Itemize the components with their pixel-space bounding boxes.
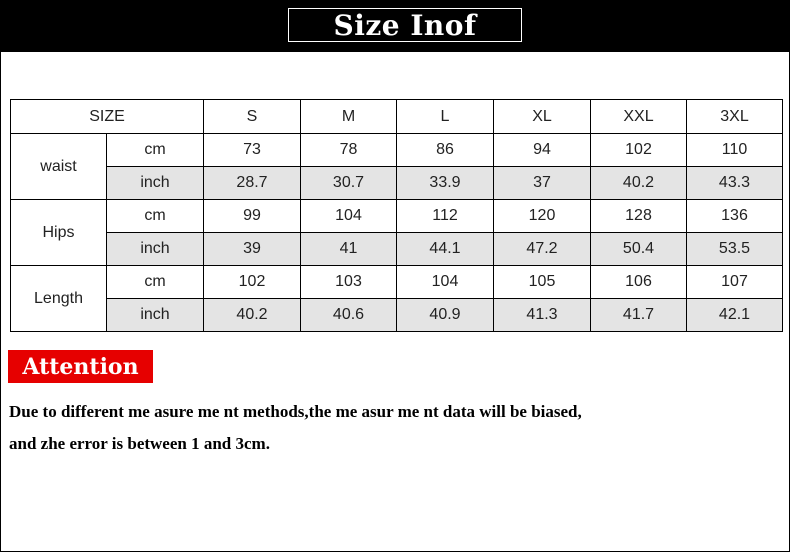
size-corner-cell: SIZE [11, 100, 204, 134]
value-cell: 73 [204, 134, 301, 167]
table-row [11, 266, 783, 299]
value-cell: 44.1 [397, 233, 494, 266]
header-title-box [288, 8, 522, 42]
value-cell: 102 [204, 266, 301, 299]
size-header-cell: 3XL [687, 100, 783, 134]
attention-note-line-2: and zhe error is between 1 and 3cm. [9, 434, 270, 453]
table-row [11, 233, 783, 266]
table-row [11, 200, 783, 233]
table-row [11, 167, 783, 200]
size-header-cell: M [301, 100, 397, 134]
value-cell: 112 [397, 200, 494, 233]
attention-note-line-1: Due to different me asure me nt methods,the me asur me nt data will be biased, [9, 402, 582, 421]
value-cell: 42.1 [687, 299, 783, 332]
value-cell: 106 [591, 266, 687, 299]
value-cell: 40.6 [301, 299, 397, 332]
value-cell: 110 [687, 134, 783, 167]
unit-label: inch [107, 233, 204, 266]
measure-label-waist: waist [11, 134, 107, 200]
table-row [11, 299, 783, 332]
value-cell: 102 [591, 134, 687, 167]
value-cell: 43.3 [687, 167, 783, 200]
size-chart-table [10, 99, 783, 332]
value-cell: 99 [204, 200, 301, 233]
value-cell: 40.2 [591, 167, 687, 200]
size-header-cell: XL [494, 100, 591, 134]
value-cell: 86 [397, 134, 494, 167]
value-cell: 128 [591, 200, 687, 233]
value-cell: 37 [494, 167, 591, 200]
value-cell: 41 [301, 233, 397, 266]
size-header-row [11, 100, 783, 134]
value-cell: 39 [204, 233, 301, 266]
measure-label-hips: Hips [11, 200, 107, 266]
value-cell: 104 [397, 266, 494, 299]
value-cell: 40.9 [397, 299, 494, 332]
value-cell: 33.9 [397, 167, 494, 200]
unit-label: cm [107, 266, 204, 299]
value-cell: 40.2 [204, 299, 301, 332]
attention-banner [8, 350, 153, 383]
measure-label-length: Length [11, 266, 107, 332]
value-cell: 105 [494, 266, 591, 299]
value-cell: 104 [301, 200, 397, 233]
attention-label: Attention [22, 353, 139, 380]
unit-label: inch [107, 299, 204, 332]
unit-label: cm [107, 134, 204, 167]
header-bar [0, 0, 790, 52]
value-cell: 136 [687, 200, 783, 233]
value-cell: 53.5 [687, 233, 783, 266]
value-cell: 120 [494, 200, 591, 233]
value-cell: 107 [687, 266, 783, 299]
page-title: Size Inof [333, 8, 477, 42]
size-header-cell: XXL [591, 100, 687, 134]
value-cell: 103 [301, 266, 397, 299]
value-cell: 94 [494, 134, 591, 167]
value-cell: 30.7 [301, 167, 397, 200]
size-header-cell: L [397, 100, 494, 134]
unit-label: cm [107, 200, 204, 233]
unit-label: inch [107, 167, 204, 200]
value-cell: 78 [301, 134, 397, 167]
table-row [11, 134, 783, 167]
value-cell: 28.7 [204, 167, 301, 200]
value-cell: 50.4 [591, 233, 687, 266]
value-cell: 47.2 [494, 233, 591, 266]
value-cell: 41.3 [494, 299, 591, 332]
size-header-cell: S [204, 100, 301, 134]
value-cell: 41.7 [591, 299, 687, 332]
